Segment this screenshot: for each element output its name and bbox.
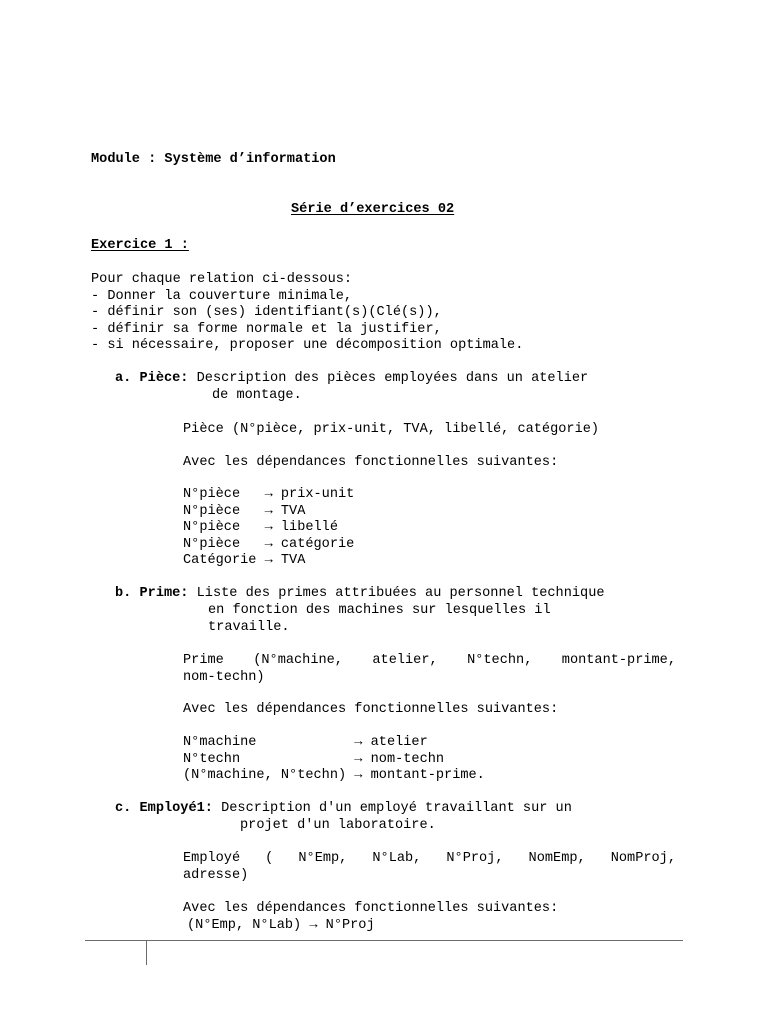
functional-dependency: N°machine → atelier bbox=[183, 735, 428, 750]
item-a-relation: Pièce (N°pièce, prix-unit, TVA, libellé, catégorie) bbox=[183, 422, 600, 437]
functional-dependency: N°pièce → prix-unit bbox=[183, 487, 355, 502]
functional-dependency: (N°machine, N°techn) → montant-prime. bbox=[183, 768, 485, 784]
item-c-marker: c. bbox=[115, 801, 132, 816]
item-b-heading bbox=[115, 586, 605, 603]
functional-dependency: N°pièce → TVA bbox=[183, 503, 306, 519]
item-a-marker: a. bbox=[115, 371, 132, 386]
item-a-name: Pièce: bbox=[139, 371, 189, 386]
functional-dependency: N°pièce → libellé bbox=[183, 520, 338, 536]
item-b-relation: Prime (N°machine, atelier, N°techn, montant-prime, bbox=[183, 653, 676, 668]
item-b-description-cont: en fonction des machines sur lesquelles il bbox=[208, 603, 551, 618]
item-a-description-cont: de montage. bbox=[212, 388, 302, 403]
instruction-line: - Donner la couverture minimale, bbox=[91, 288, 353, 304]
exercice-heading: Exercice 1 : bbox=[91, 238, 189, 253]
item-a-df-list bbox=[183, 487, 354, 570]
module-title: Module : Système d’information bbox=[91, 152, 336, 167]
item-c-description-cont: projet d'un laboratoire. bbox=[240, 818, 436, 833]
instruction-line: - si nécessaire, proposer une décomposition optimale. bbox=[91, 338, 524, 354]
footer-rule bbox=[85, 940, 683, 941]
functional-dependency: Catégorie → TVA bbox=[183, 553, 306, 569]
item-b-df-intro: Avec les dépendances fonctionnelles suivantes: bbox=[183, 702, 559, 717]
item-a-df-intro: Avec les dépendances fonctionnelles suivantes: bbox=[183, 455, 559, 470]
item-c-relation: Employé ( N°Emp, N°Lab, N°Proj, NomEmp, NomProj, bbox=[183, 851, 676, 866]
item-b-description: Liste des primes attribuées au personnel technique bbox=[196, 586, 605, 601]
functional-dependency: (N°Emp, N°Lab) → N°Proj bbox=[187, 918, 375, 933]
item-c-description: Description d'un employé travaillant sur un bbox=[221, 801, 572, 816]
item-c-df-intro: Avec les dépendances fonctionnelles suivantes: bbox=[183, 901, 559, 916]
instructions-list bbox=[91, 272, 523, 355]
item-b-name: Prime: bbox=[139, 586, 189, 601]
instruction-line: - définir son (ses) identifiant(s)(Clé(s)), bbox=[91, 305, 442, 321]
item-a-heading bbox=[115, 371, 588, 388]
footer-tick bbox=[146, 941, 147, 965]
instruction-line: - définir sa forme normale et la justifier, bbox=[91, 321, 442, 337]
serie-title: Série d’exercices 02 bbox=[291, 202, 455, 217]
item-c-name: Employé1: bbox=[139, 801, 213, 816]
item-b-description-cont: travaille. bbox=[208, 620, 290, 635]
functional-dependency: N°pièce → catégorie bbox=[183, 536, 355, 552]
item-b-marker: b. bbox=[115, 586, 132, 601]
instruction-line: Pour chaque relation ci-dessous: bbox=[91, 272, 353, 287]
item-a-description: Description des pièces employées dans un atelier bbox=[196, 371, 589, 386]
item-b-relation-cont: nom-techn) bbox=[183, 670, 265, 685]
item-c-relation-cont: adresse) bbox=[183, 868, 249, 883]
functional-dependency: N°techn → nom-techn bbox=[183, 751, 445, 767]
item-c-heading bbox=[115, 801, 572, 818]
item-b-df-list bbox=[183, 735, 485, 785]
